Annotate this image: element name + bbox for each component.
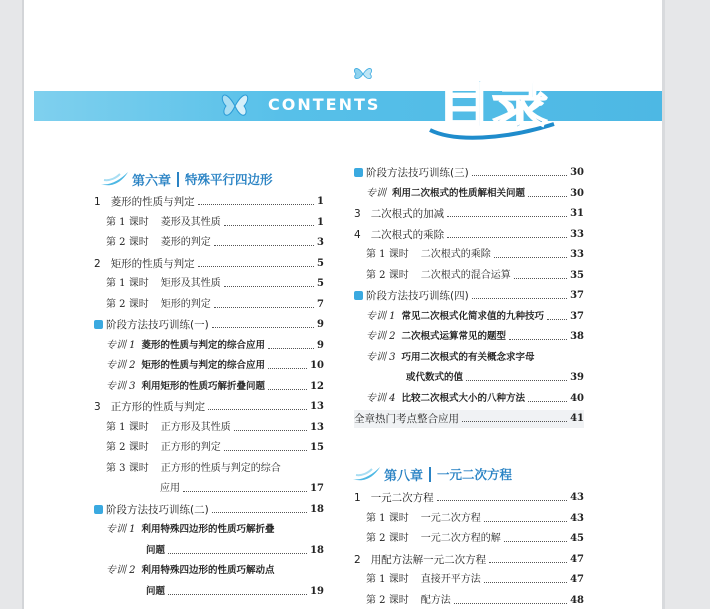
toc-entry-number: 第 2 课时 — [106, 442, 149, 453]
toc-entry-number: 专训 2 — [106, 565, 136, 576]
toc-entry-label — [366, 267, 511, 285]
toc-entry-text: 正方形及其性质 — [160, 421, 231, 433]
toc-page-number: 30 — [570, 167, 584, 178]
toc-entry-label — [106, 460, 281, 478]
toc-entry-text: 或代数式的值 — [406, 372, 464, 383]
toc-entry-label — [106, 234, 211, 252]
toc-entry-label — [106, 562, 275, 580]
toc-entry-text: 二次根式的混合运算 — [420, 269, 511, 281]
toc-entry-text: 利用特殊四边形的性质巧解折叠 — [141, 524, 275, 535]
toc-entry-number: 专训 1 — [366, 310, 396, 322]
toc-entry[interactable] — [106, 460, 324, 478]
toc-entry-label — [354, 489, 434, 507]
toc-page-number: 43 — [570, 492, 584, 503]
chapter-title: 一元二次方程 — [437, 467, 513, 482]
toc-page — [24, 0, 662, 609]
toc-entry-label — [160, 480, 180, 498]
leader-dots — [214, 306, 314, 308]
toc-page-number: 13 — [310, 421, 324, 433]
toc-entry-number: 2 — [94, 257, 101, 270]
toc-page-number: 18 — [310, 544, 324, 556]
toc-entry-label — [94, 501, 209, 519]
toc-page-number: 40 — [570, 392, 584, 404]
toc-entry-number: 专训 2 — [366, 331, 396, 342]
toc-page-number: 1 — [317, 196, 324, 207]
toc-entry-text: 矩形的性质与判定的综合应用 — [141, 360, 266, 371]
leader-dots — [472, 174, 567, 176]
toc-entry-label — [366, 592, 451, 609]
leader-dots — [234, 429, 307, 431]
toc-entry[interactable] — [354, 287, 584, 305]
toc-entry[interactable] — [106, 275, 324, 293]
toc-page-number: 35 — [570, 269, 584, 281]
toc-page-number: 5 — [317, 278, 324, 289]
toc-entry-label — [146, 542, 165, 560]
leader-dots — [198, 265, 314, 267]
toc-entry-label — [366, 185, 525, 203]
toc-entry[interactable] — [366, 510, 584, 528]
toc-entry-text: 二次根式的加减 — [370, 208, 445, 220]
toc-entry[interactable] — [354, 410, 584, 428]
toc-entry[interactable] — [106, 378, 324, 396]
chapter-title: 特殊平行四边形 — [185, 172, 273, 187]
leader-dots — [268, 388, 307, 390]
leader-dots — [212, 511, 307, 513]
toc-page-number: 18 — [310, 503, 324, 515]
toc-page-number: 9 — [317, 319, 324, 330]
leader-dots — [494, 256, 567, 258]
toc-page-number: 31 — [570, 208, 584, 219]
toc-page-number: 37 — [570, 290, 584, 301]
toc-entry-label — [106, 337, 265, 355]
toc-entry-label — [366, 349, 535, 367]
leader-dots — [547, 318, 567, 320]
leader-dots — [462, 420, 567, 422]
toc-entry-label — [106, 378, 265, 396]
leader-dots — [509, 338, 567, 340]
toc-entry-number: 第 1 课时 — [366, 249, 409, 260]
toc-entry-text: 利用矩形的性质巧解折叠问题 — [141, 380, 266, 392]
toc-page-number: 10 — [310, 360, 324, 371]
leader-dots — [466, 379, 567, 381]
toc-entry-number: 2 — [354, 553, 361, 566]
toc-entry[interactable] — [146, 542, 324, 560]
toc-entry-text: 二次根式的乘除 — [420, 249, 491, 260]
leader-dots — [224, 224, 314, 226]
leader-dots — [447, 215, 567, 217]
toc-entry-text: 利用特殊四边形的性质巧解动点 — [141, 565, 275, 576]
chapter-label: 第六章 — [132, 173, 172, 189]
toc-entry-label — [94, 255, 195, 273]
toc-entry-text: 一元二次方程 — [420, 512, 481, 524]
toc-entry-text: 二次根式运算常见的题型 — [401, 331, 507, 342]
toc-entry-label — [354, 205, 444, 223]
toc-entry-text: 正方形的性质与判定 — [110, 401, 206, 413]
toc-entry-number: 第 2 课时 — [106, 298, 149, 310]
toc-page-number: 43 — [570, 512, 584, 524]
toc-entry-label — [354, 410, 459, 428]
toc-entry-number: 专训 4 — [366, 392, 396, 404]
toc-page-number: 17 — [310, 483, 324, 494]
toc-entry-text: 一元二次方程的解 — [420, 533, 501, 544]
toc-entry-number: 3 — [94, 401, 101, 413]
toc-entry-text: 用配方法解一元二次方程 — [370, 553, 487, 566]
leader-dots — [268, 347, 314, 349]
toc-entry[interactable] — [366, 328, 584, 346]
mulu-title-logo — [424, 66, 564, 142]
toc-entry-text: 正方形的性质与判定的综合 — [160, 462, 281, 474]
stage-marker-icon — [94, 505, 103, 514]
toc-entry[interactable] — [106, 296, 324, 314]
toc-entry[interactable] — [366, 246, 584, 264]
page-shadow-right — [662, 0, 665, 609]
toc-entry-number: 专训 3 — [106, 380, 136, 392]
toc-entry-label — [354, 287, 469, 305]
toc-entry[interactable] — [366, 592, 584, 609]
svg-text:目录: 目录 — [436, 73, 548, 138]
toc-page-number: 7 — [317, 298, 324, 310]
toc-entry-text: 阶段方法技巧训练(一) — [106, 319, 209, 331]
toc-page-number: 19 — [310, 585, 324, 597]
toc-entry[interactable] — [94, 193, 324, 211]
toc-page-number: 47 — [570, 574, 584, 585]
toc-page-number: 39 — [570, 372, 584, 383]
toc-entry-text: 矩形的判定 — [160, 298, 211, 310]
toc-page-number: 33 — [570, 249, 584, 260]
toc-entry[interactable] — [106, 337, 324, 355]
leader-dots — [168, 552, 307, 554]
toc-entry[interactable] — [106, 357, 324, 375]
toc-entry-text: 利用二次根式的性质解相关问题 — [392, 187, 526, 199]
toc-entry-text: 二次根式的乘除 — [370, 228, 445, 241]
leader-dots — [224, 285, 314, 287]
toc-entry[interactable] — [354, 489, 584, 507]
toc-entry-label — [94, 316, 209, 334]
toc-entry-text: 问题 — [146, 544, 166, 556]
toc-entry-label — [366, 571, 481, 589]
toc-page-number: 12 — [310, 380, 324, 392]
leader-dots — [528, 195, 567, 197]
toc-entry-number: 专训 2 — [106, 360, 136, 371]
toc-entry-label — [106, 214, 221, 232]
toc-entry-text: 应用 — [160, 483, 180, 494]
toc-entry-text: 常见二次根式化简求值的九种技巧 — [401, 310, 545, 322]
toc-entry-label — [106, 521, 275, 539]
toc-entry[interactable] — [106, 419, 324, 437]
toc-entry-number: 专训 3 — [366, 351, 396, 363]
toc-page-number: 48 — [570, 594, 584, 606]
toc-entry[interactable] — [160, 480, 324, 498]
toc-entry-label — [106, 439, 221, 457]
toc-page-number: 15 — [310, 442, 324, 453]
toc-entry-label — [366, 390, 525, 408]
chapter-6-heading — [100, 167, 273, 191]
leader-dots — [447, 236, 567, 238]
stage-marker-icon — [354, 168, 363, 177]
toc-page-number: 47 — [570, 553, 584, 565]
toc-entry-number: 第 1 课时 — [106, 216, 149, 228]
leader-dots — [224, 449, 307, 451]
toc-entry-number: 1 — [94, 196, 101, 208]
toc-entry[interactable] — [354, 205, 584, 223]
toc-entry[interactable] — [94, 501, 324, 519]
toc-entry-number: 第 1 课时 — [366, 574, 409, 585]
toc-entry-label — [366, 246, 491, 264]
toc-entry-label — [94, 193, 195, 211]
toc-entry-text: 配方法 — [420, 594, 451, 606]
toc-entry[interactable] — [366, 530, 584, 548]
toc-page-number: 41 — [570, 413, 584, 424]
toc-entry[interactable] — [366, 185, 584, 203]
chapter-divider — [429, 467, 431, 482]
toc-entry[interactable] — [366, 390, 584, 408]
toc-entry-label — [106, 357, 265, 375]
chapter-divider — [177, 172, 179, 187]
stage-marker-icon — [94, 320, 103, 329]
chapter-swoosh-icon — [100, 170, 130, 188]
stage-marker-icon — [354, 291, 363, 300]
leader-dots — [484, 581, 567, 583]
toc-entry-label — [354, 164, 469, 182]
toc-entry[interactable] — [106, 521, 324, 539]
toc-entry-label — [94, 398, 205, 416]
toc-entry-text: 矩形及其性质 — [160, 278, 221, 289]
toc-entry-text: 菱形的性质与判定 — [110, 196, 195, 208]
toc-page-number: 9 — [317, 339, 324, 351]
toc-entry[interactable] — [94, 398, 324, 416]
toc-entry-text: 一元二次方程 — [370, 492, 434, 504]
toc-entry-number: 第 1 课时 — [106, 278, 149, 289]
leader-dots — [454, 602, 567, 604]
toc-page-number: 45 — [570, 533, 584, 544]
toc-entry[interactable] — [366, 571, 584, 589]
toc-entry-text: 巧用二次根式的有关概念求字母 — [401, 351, 535, 363]
toc-entry-number: 第 2 课时 — [366, 594, 409, 606]
toc-entry-text: 菱形及其性质 — [160, 216, 221, 228]
toc-page-number: 30 — [570, 187, 584, 199]
toc-entry[interactable] — [106, 439, 324, 457]
toc-entry[interactable] — [354, 164, 584, 182]
toc-entry-label — [366, 510, 481, 528]
leader-dots — [528, 400, 567, 402]
toc-entry-text: 全章热门考点整合应用 — [354, 413, 459, 425]
leader-dots — [514, 277, 567, 279]
toc-page-number: 37 — [570, 310, 584, 322]
toc-entry-number: 专训 — [366, 187, 386, 199]
toc-page-number: 1 — [317, 216, 324, 228]
toc-entry[interactable] — [106, 562, 324, 580]
toc-page-number: 38 — [570, 331, 584, 342]
toc-entry-label — [106, 419, 231, 437]
toc-entry-number: 4 — [354, 228, 361, 241]
toc-entry-label — [106, 296, 211, 314]
toc-page-number: 33 — [570, 228, 584, 240]
leader-dots — [208, 408, 307, 410]
toc-entry-label — [366, 530, 501, 548]
leader-dots — [198, 203, 314, 205]
toc-entry-label — [406, 369, 463, 387]
toc-page-number: 5 — [317, 257, 324, 269]
toc-entry-number: 3 — [354, 208, 361, 220]
toc-entry[interactable] — [354, 551, 584, 569]
toc-entry[interactable] — [106, 234, 324, 252]
toc-entry-label — [354, 226, 444, 244]
toc-entry[interactable] — [94, 316, 324, 334]
toc-page-number: 13 — [310, 401, 324, 412]
toc-entry[interactable] — [106, 214, 324, 232]
toc-entry-text: 矩形的性质与判定 — [110, 257, 195, 270]
leader-dots — [168, 593, 307, 595]
toc-entry-text: 阶段方法技巧训练(二) — [106, 503, 209, 516]
toc-entry-number: 专训 1 — [106, 524, 136, 535]
toc-entry-label — [366, 328, 506, 346]
toc-entry-number: 第 1 课时 — [366, 512, 409, 524]
chapter-label: 第八章 — [384, 468, 424, 484]
toc-entry-text: 菱形的性质与判定的综合应用 — [141, 339, 266, 351]
chapter-swoosh-icon — [352, 465, 382, 483]
toc-page-number: 3 — [317, 237, 324, 248]
leader-dots — [489, 561, 567, 563]
toc-entry[interactable] — [366, 267, 584, 285]
toc-entry[interactable] — [406, 369, 584, 387]
toc-entry-text: 阶段方法技巧训练(三) — [366, 167, 469, 179]
toc-entry-text: 直接开平方法 — [420, 574, 481, 585]
toc-entry-text: 问题 — [146, 585, 166, 597]
toc-entry-text: 阶段方法技巧训练(四) — [366, 290, 469, 302]
toc-entry[interactable] — [366, 308, 584, 326]
leader-dots — [212, 326, 314, 328]
leader-dots — [183, 490, 307, 492]
toc-entry[interactable] — [366, 349, 584, 367]
toc-entry-label — [146, 583, 165, 601]
chapter-8-heading — [352, 462, 512, 486]
large-butterfly-icon — [218, 84, 252, 124]
leader-dots — [268, 367, 307, 369]
toc-entry-number: 第 2 课时 — [366, 533, 409, 544]
leader-dots — [484, 520, 567, 522]
leader-dots — [472, 297, 567, 299]
toc-entry-text: 正方形的判定 — [160, 442, 221, 453]
toc-entry-label — [106, 275, 221, 293]
leader-dots — [437, 499, 567, 501]
toc-entry[interactable] — [146, 583, 324, 601]
toc-entry-text: 菱形的判定 — [160, 237, 211, 248]
contents-label: CONTENTS — [268, 95, 381, 114]
toc-entry-label — [366, 308, 544, 326]
toc-entry[interactable] — [94, 255, 324, 273]
toc-entry[interactable] — [354, 226, 584, 244]
toc-entry-number: 第 2 课时 — [366, 269, 409, 281]
toc-entry-number: 第 1 课时 — [106, 421, 149, 433]
leader-dots — [214, 244, 314, 246]
toc-entry-number: 第 3 课时 — [106, 462, 149, 474]
toc-entry-number: 1 — [354, 492, 361, 504]
toc-entry-number: 第 2 课时 — [106, 237, 149, 248]
small-butterfly-icon — [350, 60, 376, 86]
toc-entry-text: 比较二次根式大小的八种方法 — [401, 392, 526, 404]
toc-entry-number: 专训 1 — [106, 339, 136, 351]
toc-entry-label — [354, 551, 486, 569]
leader-dots — [504, 540, 567, 542]
